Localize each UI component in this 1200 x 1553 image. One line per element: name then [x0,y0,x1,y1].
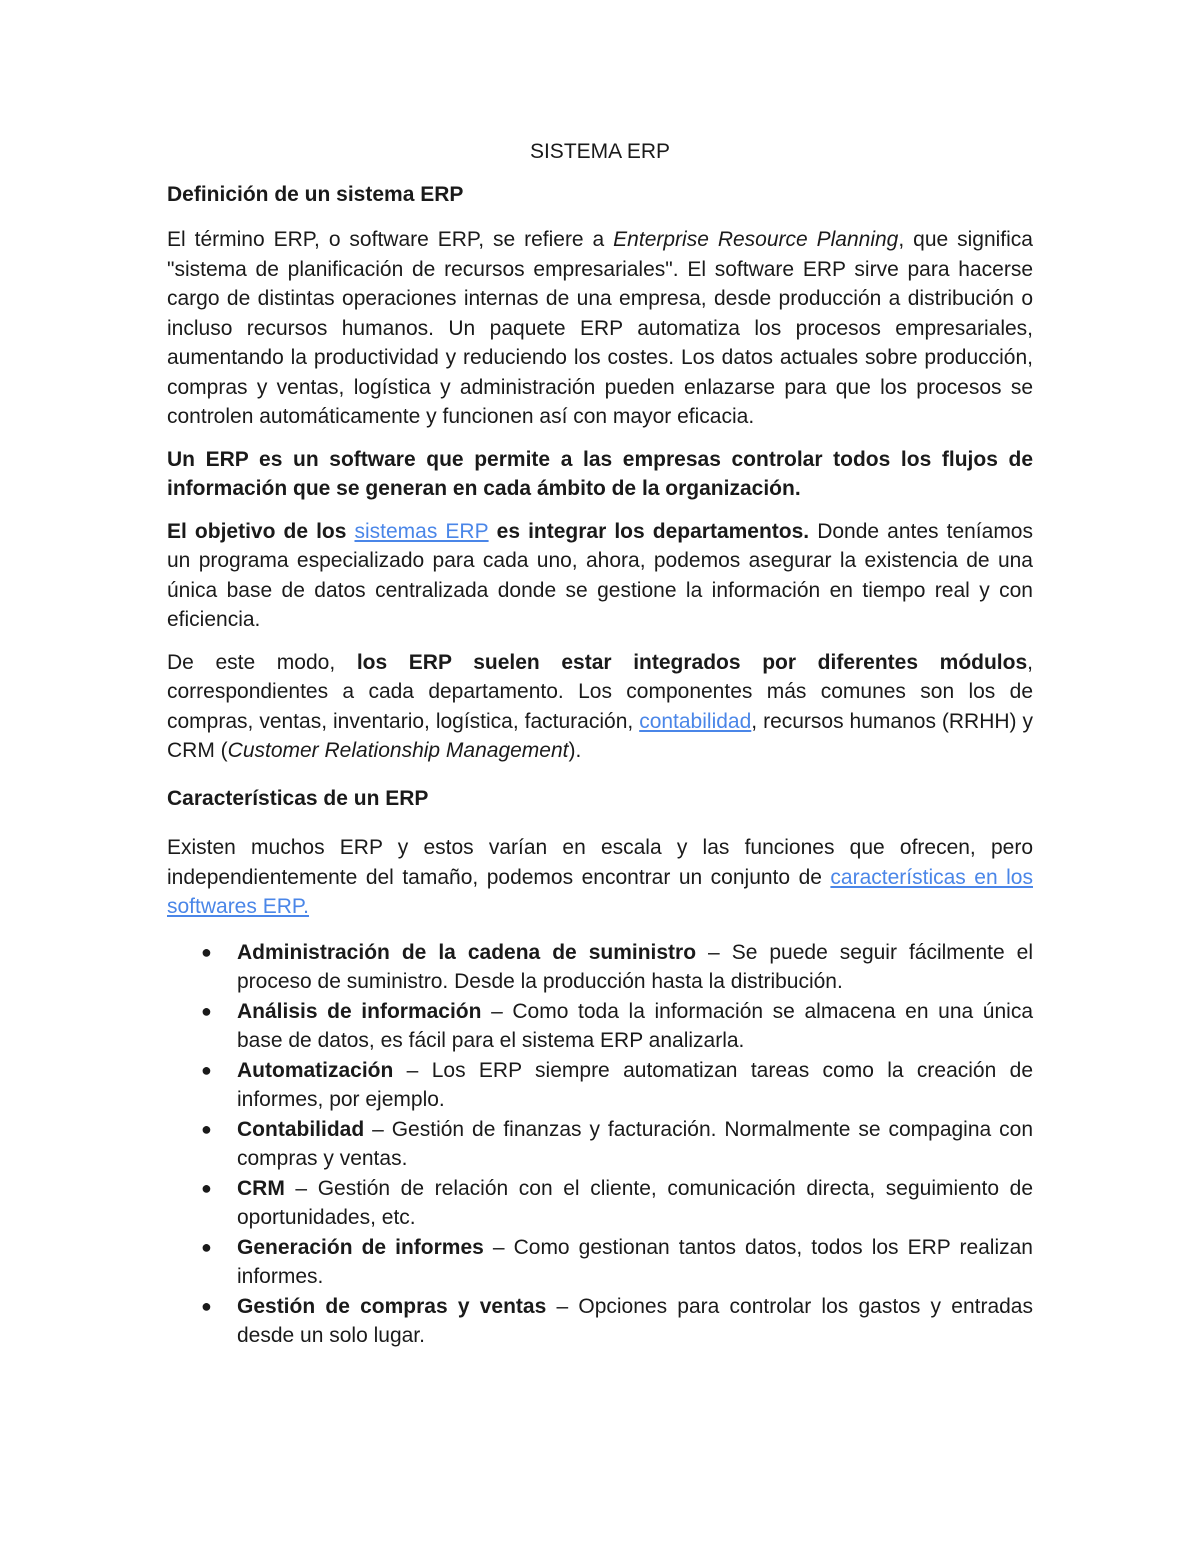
document-page [167,137,1033,1351]
feature-description: – Se puede seguir fácilmente el proceso de suministro. Desde la producción hasta la distribución. [237,940,1033,993]
feature-name: Contabilidad [237,1117,365,1141]
contabilidad-link[interactable]: contabilidad [639,709,752,733]
para4-italic-term: Customer Relationship Management [227,739,569,762]
list-item [201,1174,1033,1233]
summary-paragraph: Un ERP es un software que permite a las empresas controlar todos los flujos de información que se generan en cada ámbito de la organización. [167,447,1033,500]
list-item [201,1292,1033,1351]
bullet-icon: ● [201,1295,212,1316]
list-item [201,938,1033,997]
sistemas-erp-link[interactable]: sistemas ERP [354,519,489,543]
bullet-icon: ● [201,1236,212,1257]
para1-text-1: El término ERP, o software ERP, se refiere a [167,228,614,251]
feature-description: – Como gestionan tantos datos, todos los ERP realizan informes. [237,1235,1033,1288]
para1-text-2: , que significa "sistema de planificación de recursos empresariales". El software ERP sirve para hacerse cargo de distintas operaciones internas de una empresa, desde producción a distribución o incluso recursos humanos. Un paquete ERP automatiza los procesos empresariales, aumentando la productividad y reduciendo los costes. Los datos actuales sobre producción, compras y ventas, logística y administración pueden enlazarse para que los procesos se controlen automáticamente y funcionen así con mayor eficacia. [167,228,1033,428]
para4-bold-1: los ERP suelen estar integrados por diferentes módulos [356,650,1028,674]
feature-name: Análisis de información [237,999,482,1023]
feature-name: CRM [237,1176,285,1200]
feature-name: Automatización [237,1058,394,1082]
feature-description: – Como toda la información se almacena en una única base de datos, es fácil para el sistema ERP analizarla. [237,999,1033,1052]
para3-bold-1: El objetivo de los [167,519,355,543]
para1-italic-term: Enterprise Resource Planning [613,228,899,251]
bullet-icon: ● [201,1118,212,1139]
feature-name: Gestión de compras y ventas [237,1294,547,1318]
feature-name: Generación de informes [237,1235,484,1259]
feature-description: – Gestión de finanzas y facturación. Normalmente se compagina con compras y ventas. [237,1117,1033,1170]
feature-description: – Opciones para controlar los gastos y entradas desde un solo lugar. [237,1294,1033,1347]
para4-text-4: ). [568,739,582,762]
objective-paragraph [167,517,1033,635]
list-item [201,997,1033,1056]
definition-heading: Definición de un sistema ERP [167,182,464,206]
para5-text-1: Existen muchos ERP y estos varían en escala y las funciones que ofrecen, pero independientemente del tamaño, podemos encontrar un conjunto de [167,836,1033,889]
bullet-icon: ● [201,1000,212,1021]
list-item [201,1115,1033,1174]
bullet-icon: ● [201,941,212,962]
features-list [167,938,1033,1351]
list-item [201,1056,1033,1115]
definition-paragraph [167,225,1033,432]
para4-text-3: , recursos humanos (RRHH) y CRM ( [167,709,1034,762]
modules-paragraph [167,648,1033,766]
para4-text-1: De este modo, [167,650,357,674]
bullet-icon: ● [201,1059,212,1080]
para4-text-2: , correspondientes a cada departamento. Los componentes más comunes son los de compras, ventas, inventario, logística, facturación, [167,650,1033,733]
feature-name: Administración de la cadena de suministro [237,940,697,964]
feature-description: – Gestión de relación con el cliente, comunicación directa, seguimiento de oportunidades, etc. [237,1176,1033,1229]
para3-bold-2: es integrar los departamentos. [488,519,810,543]
list-item [201,1233,1033,1292]
document-title: SISTEMA ERP [529,140,671,163]
characteristics-heading: Características de un ERP [167,786,429,810]
caracteristicas-link[interactable]: características en los softwares ERP. [167,865,1033,918]
characteristics-intro-paragraph [167,833,1033,922]
para3-text-1: Donde antes teníamos un programa especializado para cada uno, ahora, podemos asegurar la existencia de una única base de datos centralizada donde se gestione la información en tiempo real y con eficiencia. [167,519,1033,631]
bullet-icon: ● [201,1177,212,1198]
feature-description: – Los ERP siempre automatizan tareas como la creación de informes, por ejemplo. [237,1058,1033,1111]
